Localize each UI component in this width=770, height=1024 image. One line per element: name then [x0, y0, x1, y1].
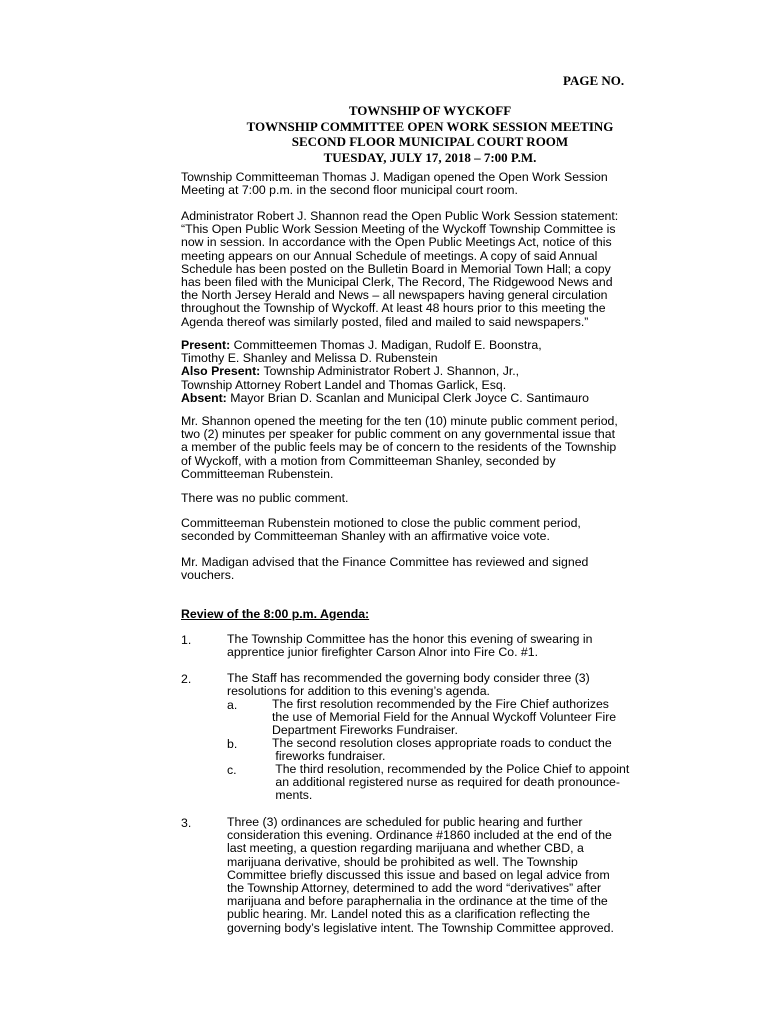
- text-line: fireworks fundraiser.: [272, 749, 386, 764]
- paragraph-close-comment: [181, 517, 681, 543]
- text-line: The second resolution closes appropriate roads to conduct the: [272, 736, 612, 750]
- text-line: an additional registered nurse as required for death pronounce-: [272, 775, 620, 790]
- absent-label: Absent:: [181, 390, 227, 405]
- sub-item-letter: a.: [227, 698, 238, 712]
- text-line: Committeeman Rubenstein.: [181, 466, 334, 481]
- text-line: ments.: [272, 788, 313, 803]
- also-present-text-continued: Township Attorney Robert Landel and Thomas Garlick, Esq.: [181, 377, 507, 392]
- section-title-agenda-review: Review of the 8:00 p.m. Agenda:: [181, 607, 370, 621]
- document-heading: [100, 103, 760, 165]
- agenda-item-text: [227, 633, 682, 659]
- present-text: Committeemen Thomas J. Madigan, Rudolf E. Boonstra,: [230, 338, 542, 352]
- text-line: There was no public comment.: [181, 491, 349, 505]
- text-line: The Staff has recommended the governing body consider three (3): [227, 671, 590, 685]
- sub-item-text: [272, 763, 682, 803]
- text-line: “This Open Public Work Session Meeting of the Wyckoff Township Committee is: [181, 222, 616, 237]
- text-line: The first resolution recommended by the Fire Chief authorizes: [272, 697, 609, 711]
- text-line: a member of the public feels may be of concern to the residents of the Township: [181, 440, 617, 455]
- attendance-block: [181, 339, 681, 405]
- heading-line: TOWNSHIP COMMITTEE OPEN WORK SESSION MEETING: [246, 118, 614, 134]
- text-line: Three (3) ordinances are scheduled for public hearing and further: [227, 815, 583, 829]
- text-line: Mr. Madigan advised that the Finance Committee has reviewed and signed: [181, 555, 589, 569]
- sub-item-text: [272, 698, 682, 738]
- agenda-item-number: 1.: [181, 633, 192, 647]
- agenda-item-text: [227, 672, 682, 698]
- text-line: Committee briefly discussed this issue and based on legal advice from: [227, 867, 610, 882]
- text-line: vouchers.: [181, 568, 235, 583]
- present-text-continued: Timothy E. Shanley and Melissa D. Rubenstein: [181, 351, 438, 366]
- also-present-text: Township Administrator Robert J. Shannon, Jr.,: [260, 364, 520, 379]
- text-line: two (2) minutes per speaker for public comment on any governmental issue that: [181, 427, 616, 442]
- text-line: seconded by Committeeman Shanley with an affirmative voice vote.: [181, 529, 550, 544]
- text-line: Committeeman Rubenstein motioned to close the public comment period,: [181, 516, 581, 530]
- agenda-item-text: [227, 816, 682, 935]
- attendance-also-present: [181, 365, 681, 378]
- text-line: Department Fireworks Fundraiser.: [272, 723, 458, 738]
- paragraph-comment-period: [181, 415, 681, 481]
- paragraph-opening: [181, 171, 681, 197]
- sub-item-letter: b.: [227, 737, 238, 751]
- paragraph-no-comment: [181, 492, 681, 505]
- text-line: Agenda thereof was similarly posted, filed and mailed to said newspapers.”: [181, 314, 589, 329]
- text-line: Township Committeeman Thomas J. Madigan opened the Open Work Session: [181, 170, 608, 184]
- text-line: has been filed with the Municipal Clerk, The Record, The Ridgewood News and: [181, 275, 613, 290]
- text-line: Schedule has been posted on the Bulletin Board in Memorial Town Hall; a copy: [181, 261, 611, 276]
- text-line: apprentice junior firefighter Carson Alnor into Fire Co. #1.: [227, 645, 538, 660]
- text-line: Administrator Robert J. Shannon read the Open Public Work Session statement:: [181, 209, 619, 223]
- present-label: Present:: [181, 338, 231, 352]
- text-line: last meeting, a question regarding marijuana and whether CBD, a: [227, 841, 584, 856]
- heading-line: TUESDAY, JULY 17, 2018 – 7:00 P.M.: [323, 149, 537, 165]
- text-line: meeting appears on our Annual Schedule of meetings. A copy of said Annual: [181, 248, 598, 263]
- sub-item-letter: c.: [227, 763, 237, 777]
- paragraph-statement: [181, 210, 681, 329]
- sub-item-text: [272, 737, 682, 763]
- text-line: marijuana and before paraphernalia in the ordinance at the time of the: [227, 894, 608, 909]
- agenda-item-number: 2.: [181, 672, 192, 686]
- paragraph-vouchers: [181, 556, 681, 582]
- page-number-label: PAGE NO.: [563, 73, 625, 88]
- text-line: Meeting at 7:00 p.m. in the second floor municipal court room.: [181, 183, 518, 198]
- heading-line: SECOND FLOOR MUNICIPAL COURT ROOM: [291, 134, 569, 149]
- attendance-absent: [181, 392, 681, 405]
- heading-line: TOWNSHIP OF WYCKOFF: [348, 103, 512, 118]
- text-line: throughout the Township of Wyckoff. At least 48 hours prior to this meeting the: [181, 301, 606, 316]
- text-line: consideration this evening. Ordinance #1860 included at the end of the: [227, 828, 612, 843]
- text-line: public hearing. Mr. Landel noted this as a clarification reflecting the: [227, 907, 590, 922]
- text-line: The Township Committee has the honor this evening of swearing in: [227, 632, 593, 646]
- also-present-label: Also Present:: [181, 364, 261, 379]
- text-line: governing body’s legislative intent. The Township Committee approved.: [227, 920, 614, 935]
- text-line: the use of Memorial Field for the Annual Wyckoff Volunteer Fire: [272, 710, 617, 725]
- text-line: now in session. In accordance with the Open Public Meetings Act, notice of this: [181, 235, 612, 250]
- text-line: marijuana derivative, should be prohibited as well. The Township: [227, 854, 578, 869]
- absent-text: Mayor Brian D. Scanlan and Municipal Clerk Joyce C. Santimauro: [226, 390, 590, 405]
- text-line: the Township Attorney, determined to add the word “derivatives” after: [227, 881, 602, 896]
- text-line: the North Jersey Herald and News – all newspapers having general circulation: [181, 288, 608, 303]
- text-line: The third resolution, recommended by the Police Chief to appoint: [272, 762, 630, 776]
- text-line: of Wyckoff, with a motion from Committeeman Shanley, seconded by: [181, 453, 556, 468]
- text-line: Mr. Shannon opened the meeting for the ten (10) minute public comment period,: [181, 414, 618, 428]
- text-line: resolutions for addition to this evening’s agenda.: [227, 684, 490, 699]
- agenda-item-number: 3.: [181, 816, 192, 830]
